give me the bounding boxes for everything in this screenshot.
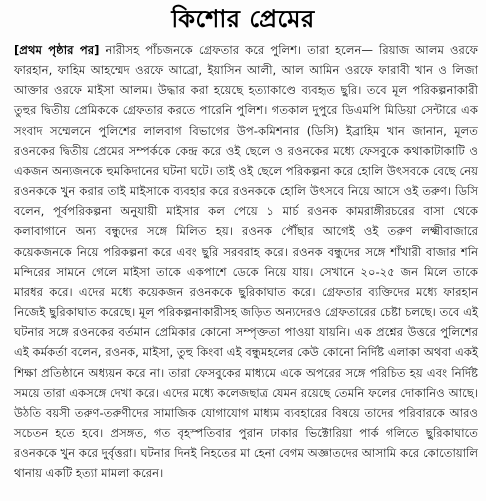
headline: কিশোর প্রেমের bbox=[171, 5, 315, 33]
article-text: নারীসহ পাঁচজনকে গ্রেফতার করে পুলিশ। তারা হলেন— রিয়াজ আলম ওরফে ফারহান, ফাহিম আহম্মেদ ওরফে আব্রো, ইয়াসিন আলী, আল আমিন ওরফে ফারাবী খান ও লিজা আক্তার ওরফে মাইসা আলম। উদ্ধার করা হয়েছে হত্যাকাণ্ডে ব্যবহৃত ছুরি। তবে মূল পরিকল্পনাকারী তুহুর দ্বিতীয় প্রেমিককে গ্রেফতার করতে পারেনি পুলিশ। গতকাল দুপুরে ডিএমপি মিডিয়া সেন্টারে এক সংবাদ সম্মেলনে পুলিশের লালবাগ বিভাগের উপ-কমিশনার (ডিসি) ইব্রাহিম খান জানান, মূলত রওনকের দ্বিতীয় প্রেমের সম্পর্ককে কেন্দ্র করে ওই ছেলে ও রওনকের মধ্যে ফেসবুকে কথাকাটাকাটি ও একজন অন্যজনকে হুমকিদানের ঘটনা ঘটে। তাই ওই ছেলে পরিকল্পনা করে হোলি উৎসবকে বেছে নেয় রওনককে খুন করার তাই মাইসাকে ব্যবহার করে রওনককে হোলি উৎসবে নিয়ে আসে ওই তরুণ। ডিসি বলেন, পূর্বপরিকল্পনা অনুযায়ী মাইসার কল পেয়ে ১ মার্চ রওনক কামরাঙ্গীরচরের বাসা থেকে কলাবাগানে অন্য বন্ধুদের সঙ্গে মিলিত হয়। রওনক পৌঁছার আগেই ওই তরুণ লক্ষ্মীবাজারে কয়েকজনকে নিয়ে পরিকল্পনা করে এবং ছুরি সরবরাহ করে। রওনক বন্ধুদের সঙ্গে শাঁখারী বাজার শনি মন্দিরের সামনে গেলে মাইসা তাকে একপাশে ডেকে নিয়ে যায়। সেখানে ২০-২৫ জন মিলে তাকে মারধর করে। এদের মধ্যে কয়েকজন রওনককে ছুরিকাঘাত করে। গ্রেফতার ব্যক্তিদের মধ্যে ফারহান নিজেই ছুরিকাঘাত করেছে। মূল পরিকল্পনাকারীসহ জড়িত অন্যদেরও গ্রেফতারের চেষ্টা চলছে। তবে এই ঘটনার সঙ্গে রওনকের বর্তমান প্রেমিকার কোনো সম্পৃক্ততা পাওয়া যায়নি। এক প্রশ্নের উত্তরে পুলিশের এই কর্মকর্তা বলেন, রওনক, মাইসা, তুহু কিংবা এই বন্ধুমহলের কেউ কোনো নির্দিষ্ট এলাকা অথবা একই শিক্ষা প্রতিষ্ঠানে অধ্যয়ন করে না। তারা ফেসবুকের মাধ্যমে একে অপরের সঙ্গে পরিচিত হয় এবং নির্দিষ্ট সময়ে তারা একসঙ্গে দেখা করে। এদের মধ্যে কলেজছাত্র যেমন রয়েছে তেমনি ফলের দোকানিও আছে। উঠতি বয়সী তরুণ-তরুণীদের সামাজিক যোগাযোগ মাধ্যম ব্যবহারের বিষয়ে তাদের পরিবারকে আরও সচেতন হতে হবে। প্রসঙ্গত, গত বৃহস্পতিবার পুরান ঢাকার ভিক্টোরিয়া পার্ক গলিতে ছুরিকাঘাতে রওনককে খুন করে দুর্বৃত্তরা। ঘটনার দিনই নিহতের মা হেনা বেগম অজ্ঞাতদের আসামি করে কোতোয়ালি থানায় একটি হত্যা মামলা করেন। bbox=[14, 43, 478, 481]
continued-from-label: [প্রথম পৃষ্ঠার পর] bbox=[14, 43, 100, 57]
article-body bbox=[14, 40, 478, 483]
